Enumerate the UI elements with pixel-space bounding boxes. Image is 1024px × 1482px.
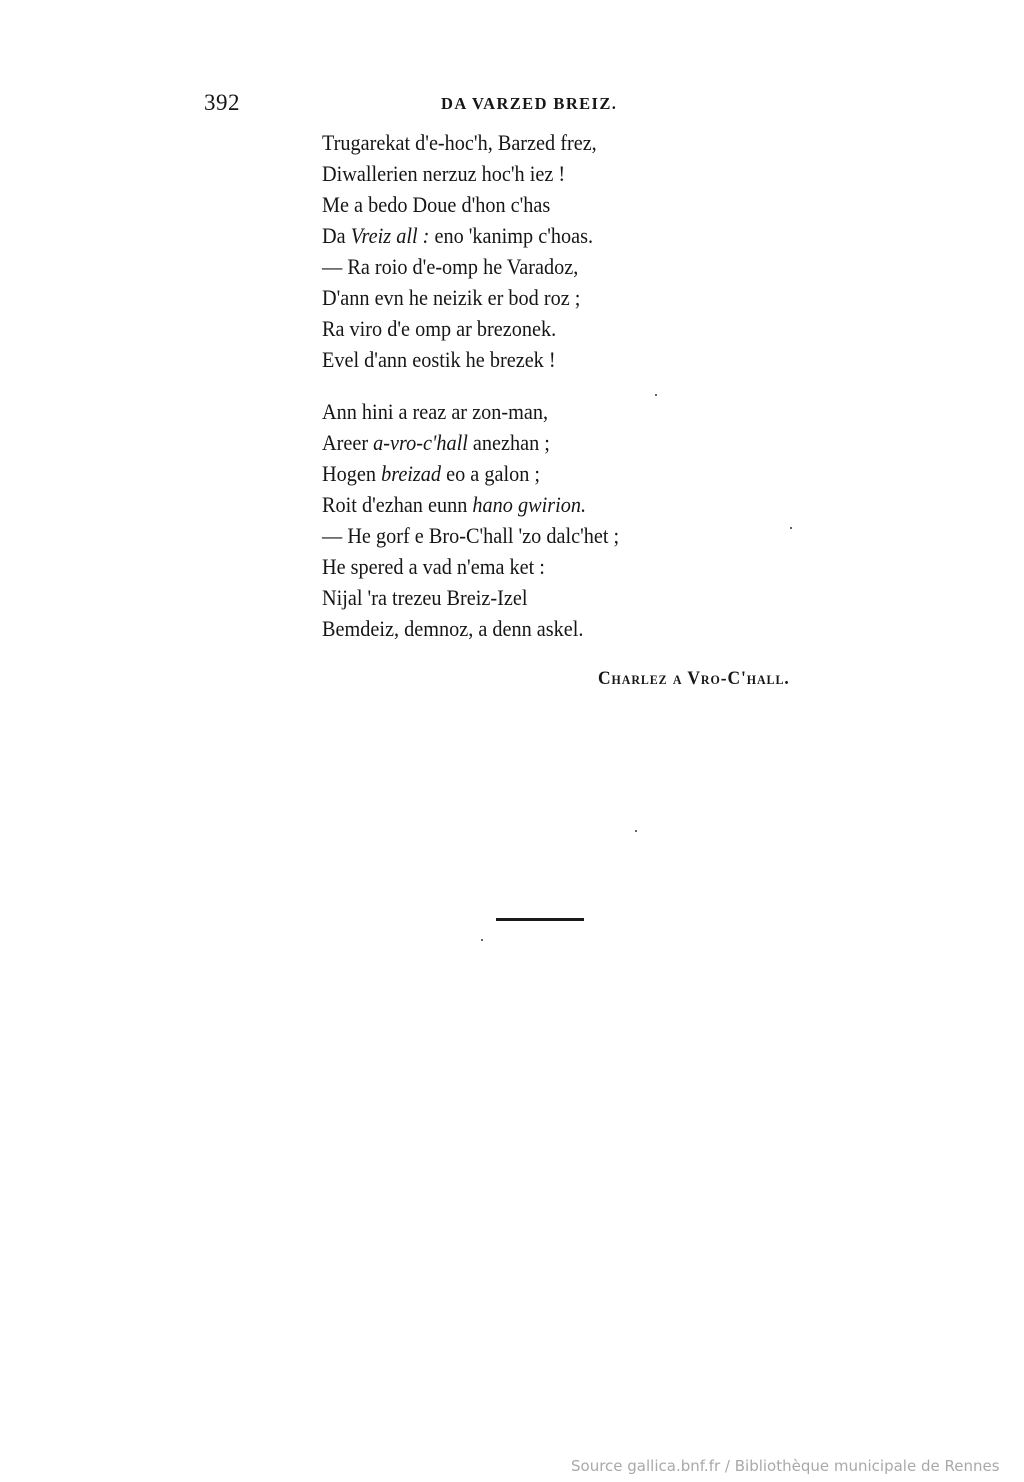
poem-line-italic-text: breizad: [381, 461, 442, 486]
poem-line: [322, 344, 597, 375]
poem-line: [322, 489, 619, 520]
print-speck: [790, 527, 792, 529]
poem-line: [322, 158, 597, 189]
poem-line-italic-text: a-vro-c'hall: [373, 430, 468, 455]
poem-line: [322, 427, 619, 458]
poem-line: [322, 613, 619, 644]
poem-line-text: Roit d'ezhan eunn: [322, 492, 473, 517]
print-speck: [481, 939, 483, 941]
poem-line-text: eo a galon ;: [441, 461, 541, 486]
poem-line-text: — He gorf e Bro-C'hall 'zo dalc'het ;: [322, 523, 620, 548]
poem-stanza-1: [322, 127, 627, 375]
print-speck: [635, 830, 637, 832]
poem-line-text: Trugarekat d'e-hoc'h, Barzed frez,: [322, 130, 597, 155]
print-speck: [655, 394, 657, 396]
end-rule: [496, 918, 584, 921]
poem-line: [322, 520, 619, 551]
poem-line-text: Diwallerien nerzuz hoc'h iez !: [322, 161, 566, 186]
poem-line: [322, 458, 619, 489]
poem-line: [322, 282, 597, 313]
poem-line: [322, 220, 597, 251]
poem-line: [322, 251, 597, 282]
running-title: DA VARZED BREIZ.: [441, 94, 618, 113]
poem-line-text: Ra viro d'e omp ar brezonek.: [322, 316, 557, 341]
poem-line: [322, 313, 597, 344]
poem-line-text: Hogen: [322, 461, 382, 486]
source-credit: Source gallica.bnf.fr / Bibliothèque municipale de Rennes: [571, 1457, 1000, 1475]
poem-line-italic-text: hano gwirion.: [472, 492, 587, 517]
poem-line-text: Areer: [322, 430, 374, 455]
poem-line: [322, 551, 619, 582]
poem-line: [322, 189, 597, 220]
poem-line-text: Me a bedo Doue d'hon c'has: [322, 192, 551, 217]
poem-line-text: Evel d'ann eostik he brezek !: [322, 347, 556, 372]
author-signature: Charlez a Vro-C'hall.: [598, 668, 790, 689]
poem-line-text: He spered a vad n'ema ket :: [322, 554, 545, 579]
poem-line-text: D'ann evn he neizik er bod roz ;: [322, 285, 581, 310]
poem-line: [322, 127, 597, 158]
page-number: 392: [204, 90, 240, 115]
poem-line-text: eno 'kanimp c'hoas.: [429, 223, 594, 248]
poem-line-text: Da: [322, 223, 351, 248]
poem-line: [322, 396, 619, 427]
poem-line-text: anezhan ;: [467, 430, 550, 455]
poem-line-text: Ann hini a reaz ar zon-man,: [322, 399, 549, 424]
poem-line-text: Bemdeiz, demnoz, a denn askel.: [322, 616, 584, 641]
poem-line-italic-text: Vreiz all :: [350, 223, 430, 248]
poem-stanza-2: [322, 396, 652, 644]
poem-line: [322, 582, 619, 613]
poem-line-text: — Ra roio d'e-omp he Varadoz,: [322, 254, 579, 279]
poem-line-text: Nijal 'ra trezeu Breiz-Izel: [322, 585, 528, 610]
